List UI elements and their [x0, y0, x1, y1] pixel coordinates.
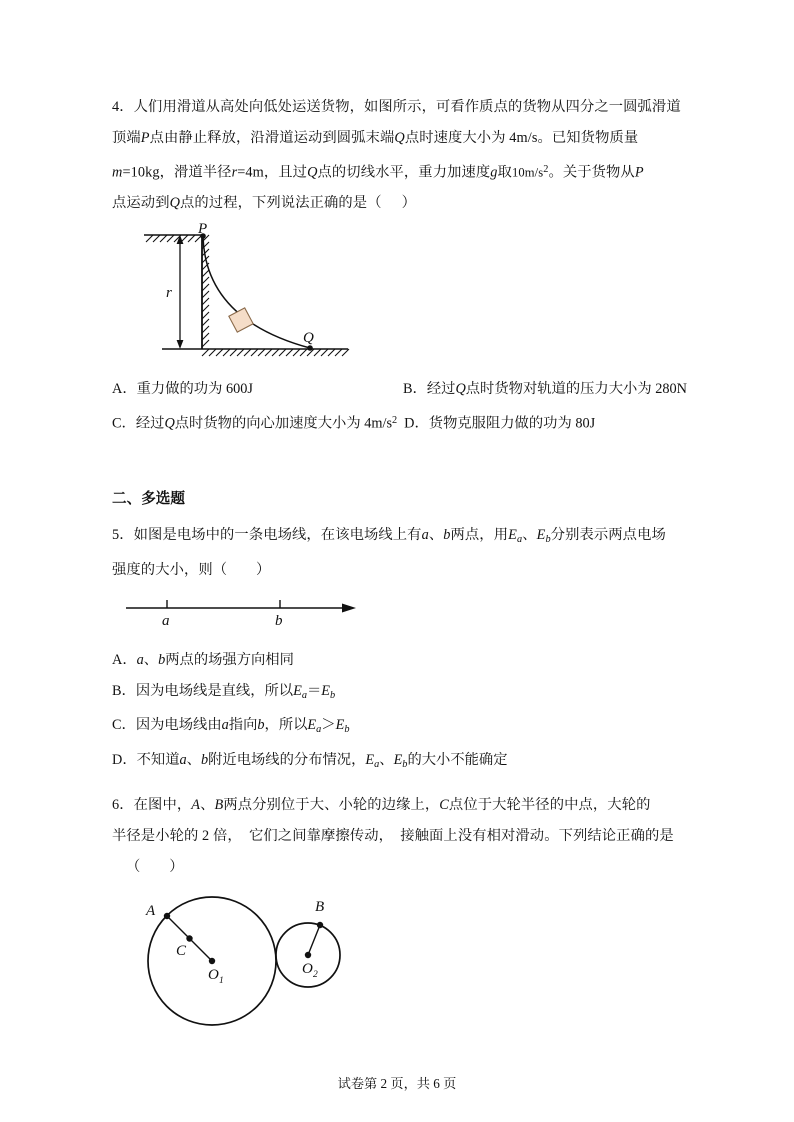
q4-line-2: [112, 123, 690, 154]
q4-l4-q: Q: [169, 195, 181, 212]
q5-od-text-c: 的大小不能确定: [407, 752, 508, 769]
question-4: [112, 92, 690, 440]
q4-option-a: A．重力做的功为 600J: [112, 381, 253, 398]
q5-l1-e2: E: [536, 526, 546, 543]
q5-od-a: a: [179, 752, 187, 769]
section-gap: [112, 440, 690, 484]
section-2-heading: 二、多选题: [112, 490, 185, 507]
page-content: [112, 92, 690, 1028]
q6-top-gap: [112, 780, 690, 790]
q6-l1-b: B: [214, 797, 224, 814]
q5-oa-prefix: A．: [112, 651, 137, 668]
q5-l1-text-b: 、: [428, 526, 444, 543]
q5-od-sep: 、: [186, 752, 201, 769]
point-a-label: a: [162, 612, 170, 629]
q4-l3-text-c: 点的切线水平，重力加速度: [317, 164, 491, 181]
q4-l3-p: P: [634, 164, 644, 181]
q6-l1-c: C: [439, 797, 449, 814]
ground-hatching: [202, 349, 349, 356]
q5-od-b: b: [200, 752, 209, 769]
q5-oc-text-b: 指向: [228, 717, 258, 734]
q5-ob-e2: E: [321, 682, 331, 699]
q6-l1-sep: 、: [200, 797, 215, 814]
q5-od-e2-sub: b: [402, 759, 408, 771]
wall-hatching: [202, 235, 209, 347]
center-o1-dot: [209, 958, 215, 964]
q5-od-e1-sub: a: [374, 759, 380, 771]
q6-line-1: [112, 790, 690, 821]
q4-option-a-b-row: [112, 374, 690, 405]
q5-l1-e1-sub: a: [516, 533, 523, 545]
radius-o2-b: [308, 925, 320, 955]
q5-oc-text-a: C．因为电场线由: [112, 717, 222, 734]
q4-option-c-d-row: [112, 405, 690, 439]
q6-l1-text-b: 两点分别位于大、小轮的边缘上，: [223, 797, 440, 814]
q6-line-2: 半径是小轮的 2 倍， 它们之间靠摩擦传动， 接触面上没有相对滑动。下列结论正确的是: [112, 828, 674, 845]
svg-text:O: O: [302, 961, 313, 978]
q4-l2-q: Q: [394, 130, 405, 146]
q5-oc-gt: ＞: [321, 717, 336, 734]
q5-ob-e1: E: [293, 682, 302, 699]
q5-oa-b: b: [158, 651, 166, 668]
svg-text:2: 2: [313, 970, 318, 981]
q5-oc-e2-sub: b: [344, 724, 350, 736]
q5-ob-eq: ＝: [306, 682, 322, 699]
q5-line-2: 强度的大小，则（ ）: [112, 561, 271, 578]
q5-l1-text-d: 、: [522, 526, 537, 543]
point-q-label: Q: [303, 330, 314, 347]
q5-ob-text: B．因为电场线是直线，所以: [112, 682, 294, 699]
radius-arrow-head-top: [177, 235, 184, 244]
point-p-label: P: [198, 221, 208, 238]
q4-l2-text-c: 点时速度大小为 4m/s。已知货物质量: [404, 130, 639, 146]
q5-od-e1: E: [365, 752, 375, 769]
q5-oc-a: a: [221, 717, 229, 734]
label-c: C: [176, 943, 187, 960]
q5-option-c: [112, 710, 690, 745]
q6-l1-text-c: 点位于大轮半径的中点，: [448, 797, 608, 814]
q4-option-b-q: Q: [455, 381, 466, 398]
q4-l3-text-e: 。关于货物从: [548, 164, 635, 181]
q4-l2-text-a: 顶端: [112, 130, 141, 146]
q4-l4-text-c: ）: [401, 195, 416, 212]
q5-oc-e2: E: [335, 717, 345, 734]
q6-line-3: （ ）: [126, 859, 184, 876]
q5-l1-text-c: 两点，用: [450, 526, 509, 543]
q6-l1-text-a: 6．在图中，: [112, 797, 192, 814]
q5-oc-b: b: [257, 717, 265, 734]
label-a: A: [146, 903, 156, 920]
point-q-dot: [307, 346, 313, 352]
point-b-label: b: [275, 612, 283, 629]
q4-l3-r: r: [231, 164, 238, 181]
q5-l1-text-a: 5．如图是电场中的一条电场线，在该电场线上有: [112, 526, 422, 543]
q5-oa-text: 两点的场强方向相同: [165, 651, 294, 668]
svg-text:O: O: [208, 967, 219, 984]
q5-l1-e1: E: [508, 526, 517, 543]
q5-oa-sep: 、: [143, 651, 159, 668]
q5-od-sep2: 、: [379, 752, 394, 769]
q5-line-1: [112, 520, 690, 555]
q5-figure-gap: [112, 636, 690, 645]
q5-option-b: [112, 676, 690, 711]
q5-option-d: [112, 745, 690, 780]
q4-option-b-b: 点时货物对轨道的压力大小为 280N: [465, 381, 687, 398]
question-6: [112, 790, 690, 1028]
q5-l1-b-var: b: [443, 526, 451, 543]
radius-arrow-head-bottom: [177, 340, 184, 349]
center-o2-dot: [305, 952, 311, 958]
q4-option-d: D．货物克服阻力做的功为 80J: [404, 415, 596, 432]
q4-option-c-a: C．经过: [112, 415, 165, 432]
q4-figure-slide: [140, 221, 370, 365]
q5-ob-e1-sub: a: [301, 689, 307, 701]
q5-figure-fieldline: [124, 594, 364, 636]
slide-curve: [203, 237, 310, 348]
q5-top-gap: [112, 512, 690, 520]
q5-option-a: [112, 645, 690, 676]
q5-l1-text-f: 分别表示两点电场: [550, 526, 666, 543]
q4-l4-text-a: 点运动到: [112, 195, 170, 212]
cargo-block: [229, 308, 253, 332]
q5-oc-text-c: ，所以: [264, 717, 308, 734]
q4-option-b-a: B．经过: [403, 381, 456, 398]
label-o1: [208, 967, 224, 986]
ceiling-hatching: [146, 235, 202, 242]
q4-option-c-q: Q: [164, 415, 175, 432]
q5-oa-a: a: [136, 651, 144, 668]
question-5: [112, 520, 690, 781]
q4-l3-q: Q: [307, 164, 318, 181]
q4-l3-g: g: [490, 164, 498, 181]
label-o2: [302, 961, 318, 980]
page-footer: 试卷第 2 页，共 6 页: [337, 1076, 457, 1091]
q6-figure-wheels: [124, 893, 384, 1028]
q5-l1-e2-sub: b: [545, 533, 551, 545]
radius-label: r: [166, 285, 172, 302]
q4-l3-unit: 10m/s: [511, 165, 544, 180]
label-b: B: [315, 899, 325, 916]
q5-od-text-b: 附近电场线的分布情况，: [208, 752, 366, 769]
q4-l3-unit-exp: 2: [543, 164, 549, 175]
point-b-dot: [317, 922, 323, 928]
q6-l1-text-d: 大轮的: [607, 797, 651, 814]
q4-l3-m: m: [112, 164, 123, 181]
svg-text:1: 1: [219, 976, 224, 987]
q4-line-3: [112, 154, 690, 188]
q4-figure-gap: [112, 365, 690, 374]
q5-od-text-a: D．不知道: [112, 752, 180, 769]
field-line-arrowhead: [342, 603, 356, 612]
point-a-dot: [164, 913, 170, 919]
q4-option-c-b: 点时货物的向心加速度大小为 4m/s: [174, 415, 393, 432]
q4-l3-text-b: =4m，且过: [237, 164, 308, 181]
q5-od-e2: E: [393, 752, 403, 769]
q4-l3-text-d: 取: [497, 164, 512, 181]
q6-l1-a: A: [191, 797, 201, 814]
q4-option-c-exp: 2: [392, 415, 398, 427]
q5-l1-a-var: a: [421, 526, 429, 543]
point-c-dot: [186, 935, 192, 941]
q5-oc-e1-sub: a: [316, 724, 322, 736]
q4-l3-text-a: =10kg，滑道半径: [122, 164, 232, 181]
q4-line-1: 4．人们用滑道从高处向低处运送货物，如图所示，可看作质点的货物从四分之一圆弧滑道: [112, 99, 681, 115]
q4-line-4: [112, 188, 690, 219]
q4-l2-p: P: [140, 130, 150, 146]
q5-ob-e2-sub: b: [330, 689, 336, 701]
q5-oc-e1: E: [307, 717, 317, 734]
q4-l2-text-b: 点由静止释放，沿滑道运动到圆弧末端: [149, 130, 395, 146]
q4-l4-text-b: 点的过程，下列说法正确的是（: [180, 195, 382, 212]
